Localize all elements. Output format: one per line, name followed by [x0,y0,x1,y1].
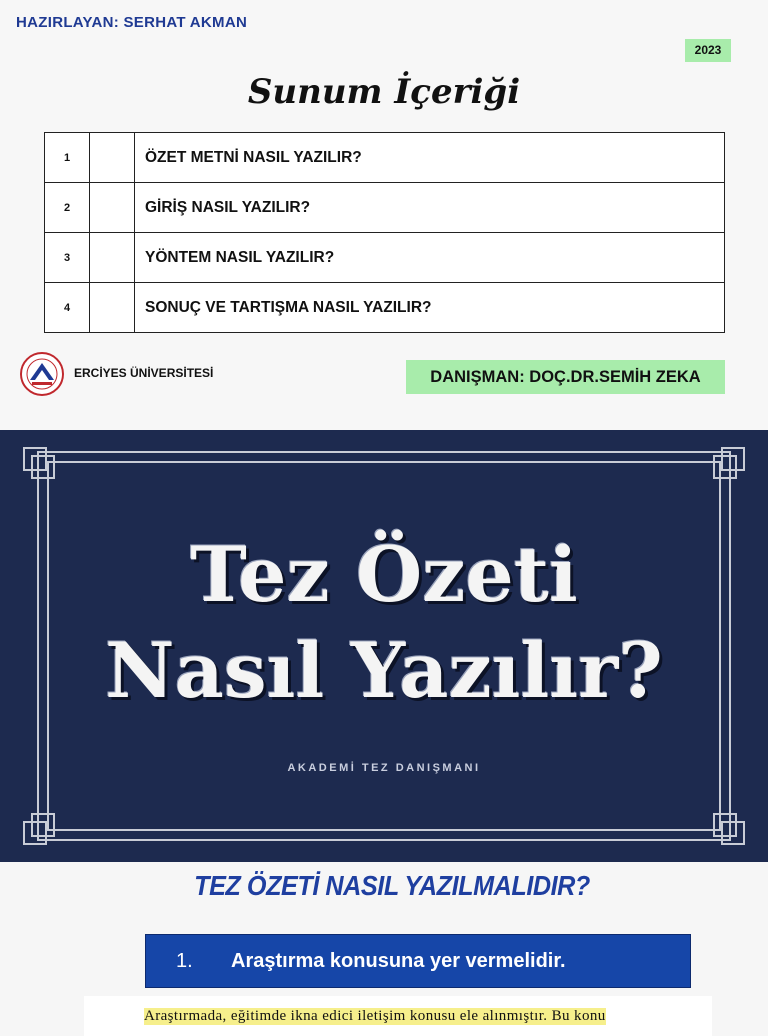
hero-subtitle: AKADEMİ TEZ DANIŞMANI [287,762,481,774]
document-excerpt [84,996,712,1036]
toc-number: 1 [45,133,90,183]
toc-blank-cell [90,233,135,283]
university-seal-icon [20,352,64,396]
point-box [145,934,691,988]
toc-row [45,183,725,233]
toc-item: YÖNTEM NASIL YAZILIR? [135,233,725,283]
toc-table [44,132,725,333]
highlighted-text: Araştırmada, eğitimde ikna edici iletişim konusu ele alınmıştır. Bu konu [144,1008,606,1024]
point-number: 1. [176,950,193,972]
toc-blank-cell [90,133,135,183]
toc-blank-cell [90,283,135,333]
point-text: Araştırma konusuna yer vermelidir. [231,950,566,972]
hero-title-line: Nasıl Yazılır? [105,626,663,715]
author-label: HAZIRLAYAN: SERHAT AKMAN [16,14,248,31]
toc-number: 4 [45,283,90,333]
university-name: ERCİYES ÜNİVERSİTESİ [74,366,214,380]
toc-title: Sunum İçeriği [247,72,521,112]
toc-blank-cell [90,183,135,233]
toc-number: 3 [45,233,90,283]
section-title: TEZ ÖZETİ NASIL YAZILMALIDIR? [194,870,590,901]
toc-item: ÖZET METNİ NASIL YAZILIR? [135,133,725,183]
presentation-contents-page [0,0,768,430]
toc-row [45,283,725,333]
year-badge: 2023 [685,39,731,62]
advisor-badge: DANIŞMAN: DOÇ.DR.SEMİH ZEKA [406,360,725,394]
hero-title [0,527,768,719]
toc-row [45,233,725,283]
toc-row [45,133,725,183]
toc-item: SONUÇ VE TARTIŞMA NASIL YAZILIR? [135,283,725,333]
toc-item: GİRİŞ NASIL YAZILIR? [135,183,725,233]
hero-title-line: Tez Özeti [190,530,578,619]
toc-number: 2 [45,183,90,233]
